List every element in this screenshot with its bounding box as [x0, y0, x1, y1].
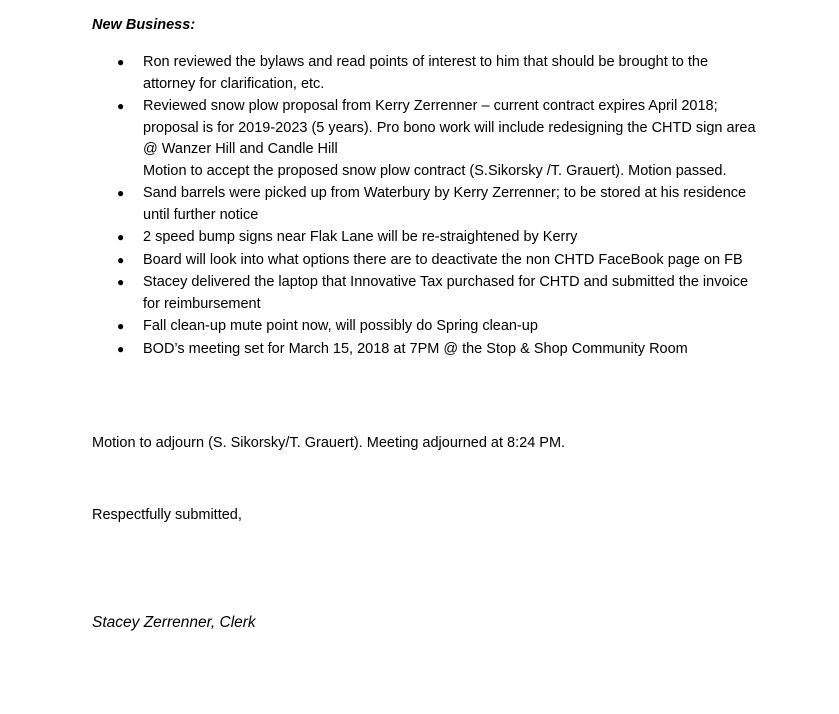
- list-item-text: for reimbursement: [143, 295, 261, 312]
- list-item: [0, 272, 839, 315]
- list-item-text: attorney for clarification, etc.: [143, 75, 325, 92]
- bullet-icon: ●: [117, 99, 125, 113]
- list-item-text: Motion to accept the proposed snow plow contract (S.Sikorsky /T. Grauert). Motion passed.: [143, 162, 727, 179]
- list-item-text: until further notice: [143, 206, 259, 223]
- bullet-icon: ●: [117, 319, 125, 333]
- list-item-text: Stacey delivered the laptop that Innovative Tax purchased for CHTD and submitted the invoice: [143, 274, 749, 290]
- list-item: [0, 52, 839, 95]
- list-item-text: Ron reviewed the bylaws and read points of interest to him that should be brought to the: [143, 54, 709, 70]
- list-item-text: Sand barrels were picked up from Waterbury by Kerry Zerrenner; to be stored at his residence: [143, 185, 747, 201]
- adjournment-paragraph: Motion to adjourn (S. Sikorsky/T. Grauert). Meeting adjourned at 8:24 PM.: [92, 435, 566, 451]
- list-item: [0, 250, 839, 272]
- closing-line: Respectfully submitted,: [92, 507, 242, 523]
- list-item: [0, 96, 839, 182]
- list-item: [0, 227, 839, 249]
- signature-line: Stacey Zerrenner, Clerk: [92, 614, 256, 631]
- bullet-icon: ●: [117, 341, 125, 356]
- bullet-icon: ●: [117, 275, 125, 289]
- list-item: [0, 183, 839, 226]
- list-item: [0, 339, 839, 361]
- section-heading: New Business:: [92, 17, 196, 33]
- bullet-icon: ●: [117, 55, 125, 69]
- bullet-icon: ●: [117, 230, 125, 244]
- list-item-text: proposal is for 2019-2023 (5 years). Pro bono work will include redesigning the CHTD sign area: [143, 119, 756, 136]
- list-item: [0, 316, 839, 338]
- list-item-text: BOD’s meeting set for March 15, 2018 at 7PM @ the Stop & Shop Community Room: [143, 340, 688, 357]
- list-item-text: 2 speed bump signs near Flak Lane will be re-straightened by Kerry: [143, 229, 578, 245]
- bullet-icon: ●: [117, 252, 125, 267]
- list-item-text: Board will look into what options there are to deactivate the non CHTD FaceBook page on FB: [143, 251, 743, 268]
- list-item-text: @ Wanzer Hill and Candle Hill: [143, 141, 338, 157]
- bullet-icon: ●: [117, 186, 125, 200]
- list-item-text: Fall clean-up mute point now, will possibly do Spring clean-up: [143, 318, 538, 334]
- list-item-text: Reviewed snow plow proposal from Kerry Zerrenner – current contract expires April 2018;: [143, 98, 718, 114]
- business-item-list: [0, 52, 839, 361]
